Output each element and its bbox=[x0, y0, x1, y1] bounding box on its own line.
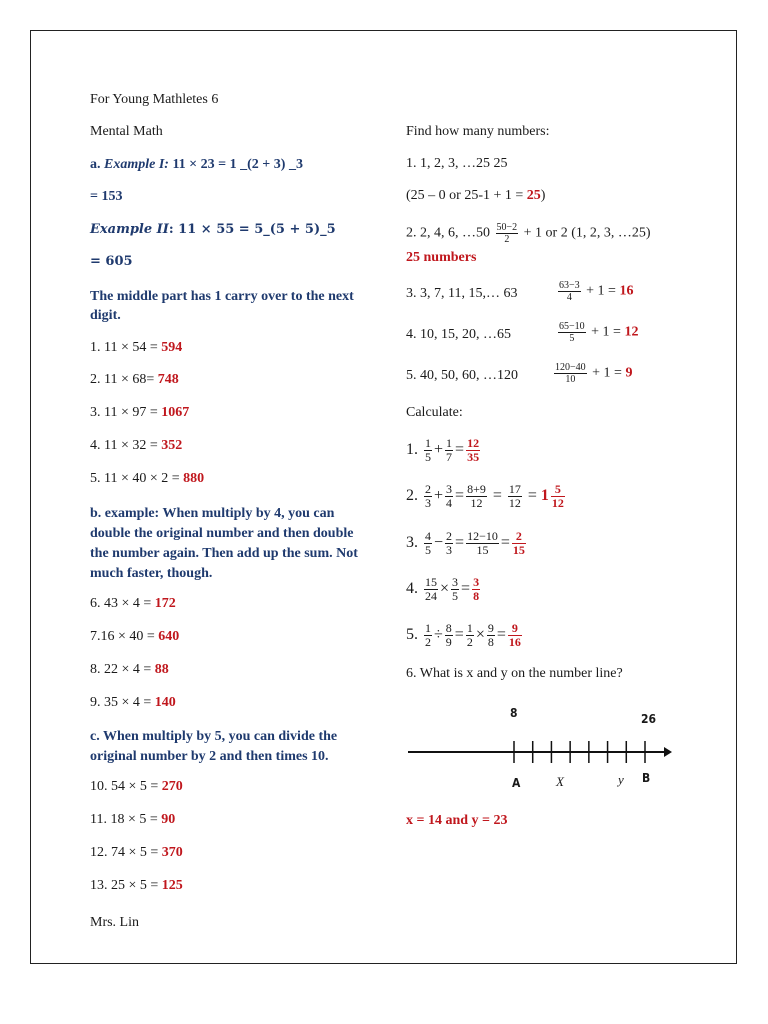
count-item-1-solution: (25 – 0 or 25-1 + 1 = 25) bbox=[406, 188, 546, 203]
problem-answer: 880 bbox=[183, 471, 205, 486]
problem-question: 11. 18 × 5 = bbox=[90, 812, 162, 827]
number-line-right-value: 26 bbox=[641, 712, 657, 726]
calc-problem-5: 5. $\frac{1}{2}$ ÷ $\frac{8}{9}$ = $\frac{1}{2}$ × $\frac{9}{8}$ = $\frac{9}{16}$ bbox=[406, 620, 521, 649]
problem-item bbox=[90, 629, 179, 645]
part-b-instructions: b. example: When multiply by 4, you can double the original number and then double the number again. Then add up the sum. Not much faster, though. bbox=[90, 506, 358, 581]
number-line-label-y: y bbox=[618, 772, 624, 787]
count-item-5-formula: $\frac{120-40}{10}$ + 1 = 9 bbox=[555, 362, 633, 385]
problem-question: 2. 11 × 68= bbox=[90, 372, 158, 387]
example-1-result: = 153 bbox=[90, 189, 123, 204]
problem-item bbox=[90, 812, 175, 828]
problem-item bbox=[90, 845, 183, 861]
section-title-mental-math: Mental Math bbox=[90, 124, 163, 139]
problem-answer: 270 bbox=[161, 779, 183, 794]
example-1: a. Example I: 11 × 23 = 1 _(2 + 3) _3 bbox=[90, 157, 303, 172]
problem-question: 5. 11 × 40 × 2 = bbox=[90, 471, 184, 486]
part-c-instructions: c. When multiply by 5, you can divide the original number by 2 and then times 10. bbox=[90, 729, 338, 764]
example-2: Example II: 11 × 55 = 5_(5 + 5)_5 bbox=[90, 222, 336, 237]
problem-answer: 140 bbox=[154, 695, 176, 710]
count-item-3: 3. 3, 7, 11, 15,… 63 bbox=[406, 286, 518, 301]
problem-answer: 748 bbox=[157, 372, 179, 387]
count-item-2-answer: 25 numbers bbox=[406, 250, 477, 265]
example-2-result: = 605 bbox=[90, 254, 133, 269]
count-item-5: 5. 40, 50, 60, …120 bbox=[406, 368, 518, 383]
problem-item bbox=[90, 779, 183, 795]
problem-answer: 172 bbox=[154, 596, 176, 611]
count-item-2: 2. 2, 4, 6, …50 $\frac{50-2}{2}$ + 1 or 2 (1, 2, 3, …25) bbox=[406, 222, 651, 245]
author-name: Mrs. Lin bbox=[90, 915, 139, 930]
calc-problem-2: 2. $\frac{2}{3}$ + $\frac{3}{4}$ = $\frac{8+9}{12}$ = $\frac{17}{12}$ = 1 $\frac{5}{12}$ bbox=[406, 481, 564, 510]
problem-item bbox=[90, 340, 182, 356]
problem-question: 3. 11 × 97 = bbox=[90, 405, 162, 420]
problem-question: 1. 11 × 54 = bbox=[90, 340, 162, 355]
problem-answer: 640 bbox=[158, 629, 180, 644]
problem-item bbox=[90, 372, 179, 388]
calc-problem-4: 4. $\frac{15}{24}$ × $\frac{3}{5}$ = $\frac{3}{8}$ bbox=[406, 574, 480, 603]
number-line-left-value: 8 bbox=[510, 706, 518, 720]
count-item-1: 1. 1, 2, 3, …25 25 bbox=[406, 156, 508, 171]
problem-answer: 125 bbox=[161, 878, 183, 893]
count-section-title: Find how many numbers: bbox=[406, 124, 550, 139]
problem-question: 12. 74 × 5 = bbox=[90, 845, 162, 860]
problem-question: 6. 43 × 4 = bbox=[90, 596, 155, 611]
count-item-4: 4. 10, 15, 20, …65 bbox=[406, 327, 511, 342]
problem-item bbox=[90, 878, 183, 894]
number-line-label-x: X bbox=[556, 774, 564, 789]
problem-item bbox=[90, 438, 182, 454]
problem-answer: 594 bbox=[161, 340, 183, 355]
problem-question: 9. 35 × 4 = bbox=[90, 695, 155, 710]
number-line-label-b: B bbox=[642, 771, 651, 785]
problem-item bbox=[90, 405, 189, 421]
problem-item bbox=[90, 695, 176, 711]
problem-answer: 1067 bbox=[161, 405, 190, 420]
calc-problem-1: 1. $\frac{1}{5}$ + $\frac{1}{7}$ = $\frac{12}{35}$ bbox=[406, 435, 480, 464]
calc-problem-3: 3. $\frac{4}{5}$ − $\frac{2}{3}$ = $\frac{12-10}{15}$ = $\frac{2}{15}$ bbox=[406, 528, 525, 557]
problem-item bbox=[90, 596, 176, 612]
count-item-3-formula: $\frac{63-3}{4}$ + 1 = 16 bbox=[559, 280, 634, 303]
count-item-4-formula: $\frac{65-10}{5}$ + 1 = 12 bbox=[559, 321, 639, 344]
problem-question: 10. 54 × 5 = bbox=[90, 779, 162, 794]
problem-answer: 90 bbox=[161, 812, 176, 827]
calculate-title: Calculate: bbox=[406, 405, 463, 420]
problem-answer: 352 bbox=[161, 438, 183, 453]
problem-question: 7.16 × 40 = bbox=[90, 629, 159, 644]
number-line-question: 6. What is x and y on the number line? bbox=[406, 666, 623, 681]
problem-item bbox=[90, 662, 169, 678]
problem-question: 13. 25 × 5 = bbox=[90, 878, 162, 893]
number-line-label-a: A bbox=[512, 776, 521, 790]
problem-question: 8. 22 × 4 = bbox=[90, 662, 155, 677]
carry-note: The middle part has 1 carry over to the next digit. bbox=[90, 289, 354, 323]
problem-question: 4. 11 × 32 = bbox=[90, 438, 162, 453]
worksheet-title: For Young Mathletes 6 bbox=[90, 92, 219, 107]
number-line-answer: x = 14 and y = 23 bbox=[406, 813, 508, 828]
problem-answer: 88 bbox=[154, 662, 169, 677]
problem-item bbox=[90, 471, 204, 487]
problem-answer: 370 bbox=[161, 845, 183, 860]
